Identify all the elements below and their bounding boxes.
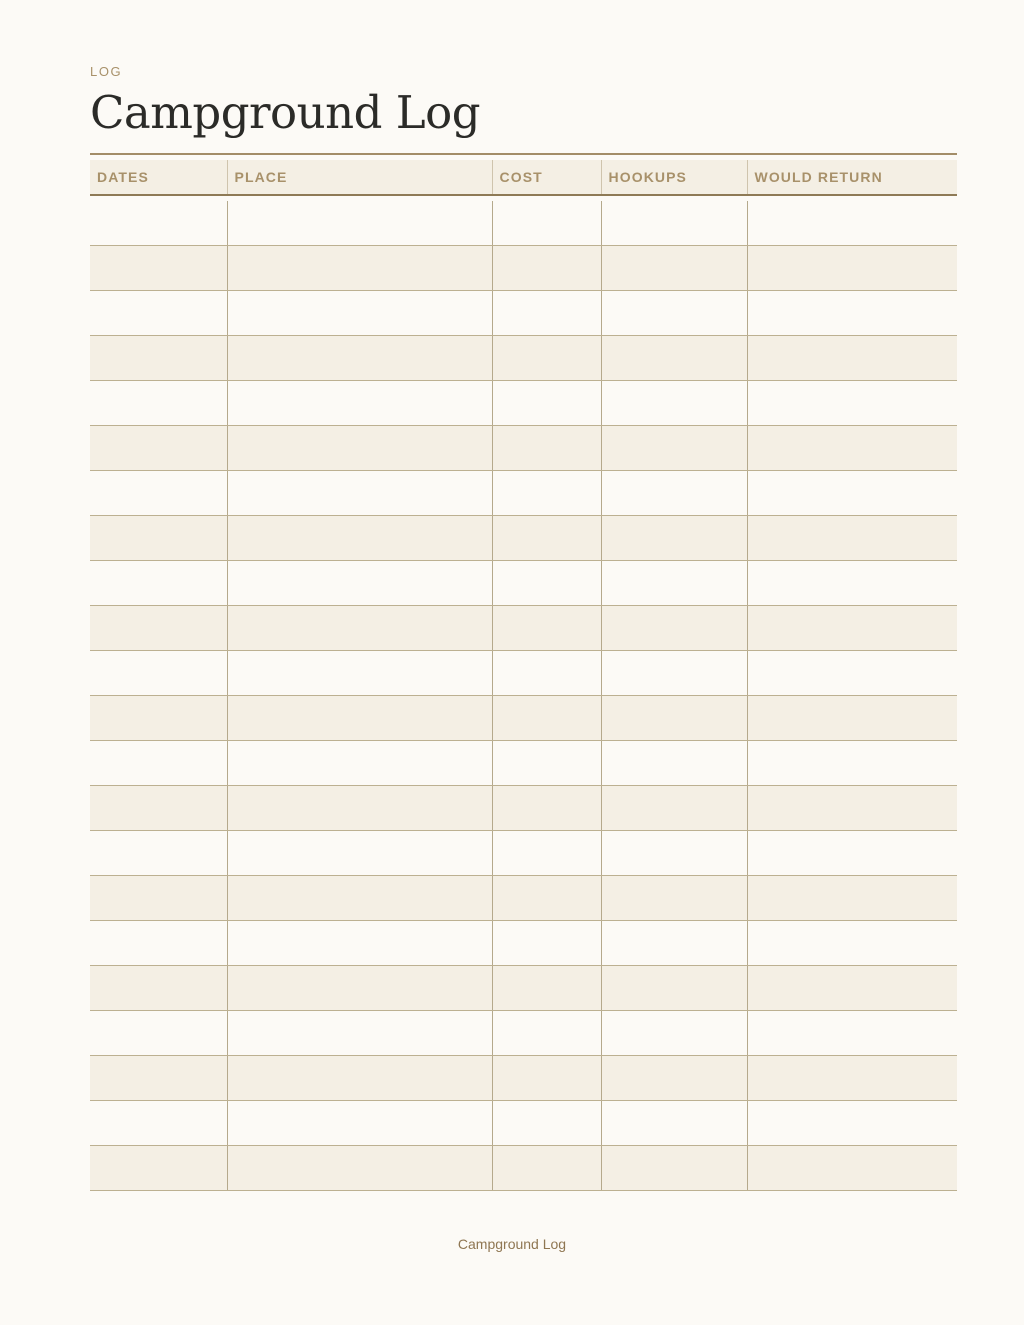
- cell-cost[interactable]: [492, 381, 601, 426]
- cell-hookups[interactable]: [601, 246, 747, 291]
- cell-hookups[interactable]: [601, 831, 747, 876]
- table-row: [90, 516, 957, 561]
- cell-hookups[interactable]: [601, 651, 747, 696]
- cell-would-return[interactable]: [747, 1146, 957, 1191]
- cell-place[interactable]: [227, 291, 492, 336]
- column-header-place: PLACE: [227, 160, 492, 195]
- table-row: [90, 471, 957, 516]
- cell-place[interactable]: [227, 831, 492, 876]
- cell-cost[interactable]: [492, 1101, 601, 1146]
- cell-cost[interactable]: [492, 291, 601, 336]
- cell-hookups[interactable]: [601, 1011, 747, 1056]
- cell-hookups[interactable]: [601, 426, 747, 471]
- cell-place[interactable]: [227, 336, 492, 381]
- campground-log-table: [90, 160, 957, 1191]
- cell-dates[interactable]: [90, 606, 227, 651]
- cell-place[interactable]: [227, 651, 492, 696]
- table-row: [90, 1146, 957, 1191]
- table-row: [90, 921, 957, 966]
- cell-hookups[interactable]: [601, 336, 747, 381]
- cell-dates[interactable]: [90, 561, 227, 606]
- cell-cost[interactable]: [492, 876, 601, 921]
- table-row: [90, 876, 957, 921]
- cell-place[interactable]: [227, 561, 492, 606]
- cell-cost[interactable]: [492, 1056, 601, 1101]
- cell-hookups[interactable]: [601, 741, 747, 786]
- cell-dates[interactable]: [90, 336, 227, 381]
- cell-cost[interactable]: [492, 966, 601, 1011]
- column-header-would-return: WOULD RETURN: [747, 160, 957, 195]
- cell-hookups[interactable]: [601, 1056, 747, 1101]
- column-header-dates: DATES: [90, 160, 227, 195]
- cell-dates[interactable]: [90, 966, 227, 1011]
- cell-would-return[interactable]: [747, 561, 957, 606]
- cell-dates[interactable]: [90, 1101, 227, 1146]
- page-footer: Campground Log: [457, 1236, 567, 1252]
- table-row: [90, 651, 957, 696]
- cell-hookups[interactable]: [601, 786, 747, 831]
- cell-cost[interactable]: [492, 336, 601, 381]
- table-row: [90, 201, 957, 246]
- cell-would-return[interactable]: [747, 246, 957, 291]
- cell-cost[interactable]: [492, 651, 601, 696]
- table-row: [90, 786, 957, 831]
- cell-cost[interactable]: [492, 921, 601, 966]
- cell-dates[interactable]: [90, 696, 227, 741]
- cell-place[interactable]: [227, 921, 492, 966]
- table-row: [90, 426, 957, 471]
- cell-would-return[interactable]: [747, 741, 957, 786]
- cell-hookups[interactable]: [601, 471, 747, 516]
- cell-place[interactable]: [227, 606, 492, 651]
- cell-would-return[interactable]: [747, 921, 957, 966]
- table-body: [90, 195, 957, 1191]
- cell-dates[interactable]: [90, 426, 227, 471]
- cell-hookups[interactable]: [601, 696, 747, 741]
- cell-hookups[interactable]: [601, 1146, 747, 1191]
- page-eyebrow: LOG: [90, 64, 123, 79]
- cell-cost[interactable]: [492, 606, 601, 651]
- cell-dates[interactable]: [90, 1011, 227, 1056]
- cell-dates[interactable]: [90, 1146, 227, 1191]
- cell-place[interactable]: [227, 966, 492, 1011]
- cell-place[interactable]: [227, 1146, 492, 1191]
- cell-would-return[interactable]: [747, 606, 957, 651]
- table-row: [90, 1101, 957, 1146]
- cell-dates[interactable]: [90, 381, 227, 426]
- cell-dates[interactable]: [90, 201, 227, 246]
- cell-would-return[interactable]: [747, 696, 957, 741]
- cell-hookups[interactable]: [601, 516, 747, 561]
- column-header-hookups: HOOKUPS: [601, 160, 747, 195]
- cell-dates[interactable]: [90, 741, 227, 786]
- cell-place[interactable]: [227, 1011, 492, 1056]
- cell-dates[interactable]: [90, 291, 227, 336]
- table-row: [90, 1056, 957, 1101]
- cell-dates[interactable]: [90, 651, 227, 696]
- cell-dates[interactable]: [90, 516, 227, 561]
- table-row: [90, 291, 957, 336]
- cell-would-return[interactable]: [747, 651, 957, 696]
- cell-cost[interactable]: [492, 741, 601, 786]
- cell-hookups[interactable]: [601, 561, 747, 606]
- table-row: [90, 696, 957, 741]
- cell-would-return[interactable]: [747, 1056, 957, 1101]
- cell-cost[interactable]: [492, 1011, 601, 1056]
- cell-dates[interactable]: [90, 876, 227, 921]
- cell-would-return[interactable]: [747, 201, 957, 246]
- cell-hookups[interactable]: [601, 381, 747, 426]
- cell-place[interactable]: [227, 426, 492, 471]
- table-row: [90, 1011, 957, 1056]
- page-title: Campground Log: [90, 86, 481, 139]
- cell-would-return[interactable]: [747, 336, 957, 381]
- cell-cost[interactable]: [492, 426, 601, 471]
- cell-dates[interactable]: [90, 471, 227, 516]
- cell-cost[interactable]: [492, 246, 601, 291]
- cell-place[interactable]: [227, 876, 492, 921]
- table-row: [90, 381, 957, 426]
- cell-would-return[interactable]: [747, 1011, 957, 1056]
- table-row: [90, 831, 957, 876]
- cell-would-return[interactable]: [747, 381, 957, 426]
- cell-would-return[interactable]: [747, 831, 957, 876]
- cell-would-return[interactable]: [747, 471, 957, 516]
- cell-would-return[interactable]: [747, 291, 957, 336]
- cell-would-return[interactable]: [747, 1101, 957, 1146]
- cell-dates[interactable]: [90, 1056, 227, 1101]
- cell-hookups[interactable]: [601, 606, 747, 651]
- cell-hookups[interactable]: [601, 291, 747, 336]
- cell-would-return[interactable]: [747, 426, 957, 471]
- cell-place[interactable]: [227, 696, 492, 741]
- cell-place[interactable]: [227, 1101, 492, 1146]
- cell-dates[interactable]: [90, 786, 227, 831]
- cell-hookups[interactable]: [601, 201, 747, 246]
- cell-cost[interactable]: [492, 1146, 601, 1191]
- cell-place[interactable]: [227, 471, 492, 516]
- table-row: [90, 741, 957, 786]
- cell-place[interactable]: [227, 786, 492, 831]
- cell-place[interactable]: [227, 1056, 492, 1101]
- cell-place[interactable]: [227, 201, 492, 246]
- title-rule: [90, 153, 957, 155]
- cell-hookups[interactable]: [601, 921, 747, 966]
- cell-dates[interactable]: [90, 831, 227, 876]
- cell-would-return[interactable]: [747, 786, 957, 831]
- cell-dates[interactable]: [90, 246, 227, 291]
- cell-cost[interactable]: [492, 201, 601, 246]
- cell-would-return[interactable]: [747, 876, 957, 921]
- cell-cost[interactable]: [492, 516, 601, 561]
- table-row: [90, 966, 957, 1011]
- cell-hookups[interactable]: [601, 966, 747, 1011]
- cell-place[interactable]: [227, 741, 492, 786]
- cell-cost[interactable]: [492, 696, 601, 741]
- cell-place[interactable]: [227, 381, 492, 426]
- cell-cost[interactable]: [492, 471, 601, 516]
- cell-cost[interactable]: [492, 561, 601, 606]
- cell-dates[interactable]: [90, 921, 227, 966]
- table-row: [90, 606, 957, 651]
- cell-cost[interactable]: [492, 786, 601, 831]
- table-header-row: [90, 160, 957, 195]
- cell-place[interactable]: [227, 246, 492, 291]
- cell-hookups[interactable]: [601, 876, 747, 921]
- table-row: [90, 561, 957, 606]
- cell-cost[interactable]: [492, 831, 601, 876]
- cell-place[interactable]: [227, 516, 492, 561]
- cell-would-return[interactable]: [747, 516, 957, 561]
- table-row: [90, 336, 957, 381]
- table-row: [90, 246, 957, 291]
- column-header-cost: COST: [492, 160, 601, 195]
- cell-hookups[interactable]: [601, 1101, 747, 1146]
- cell-would-return[interactable]: [747, 966, 957, 1011]
